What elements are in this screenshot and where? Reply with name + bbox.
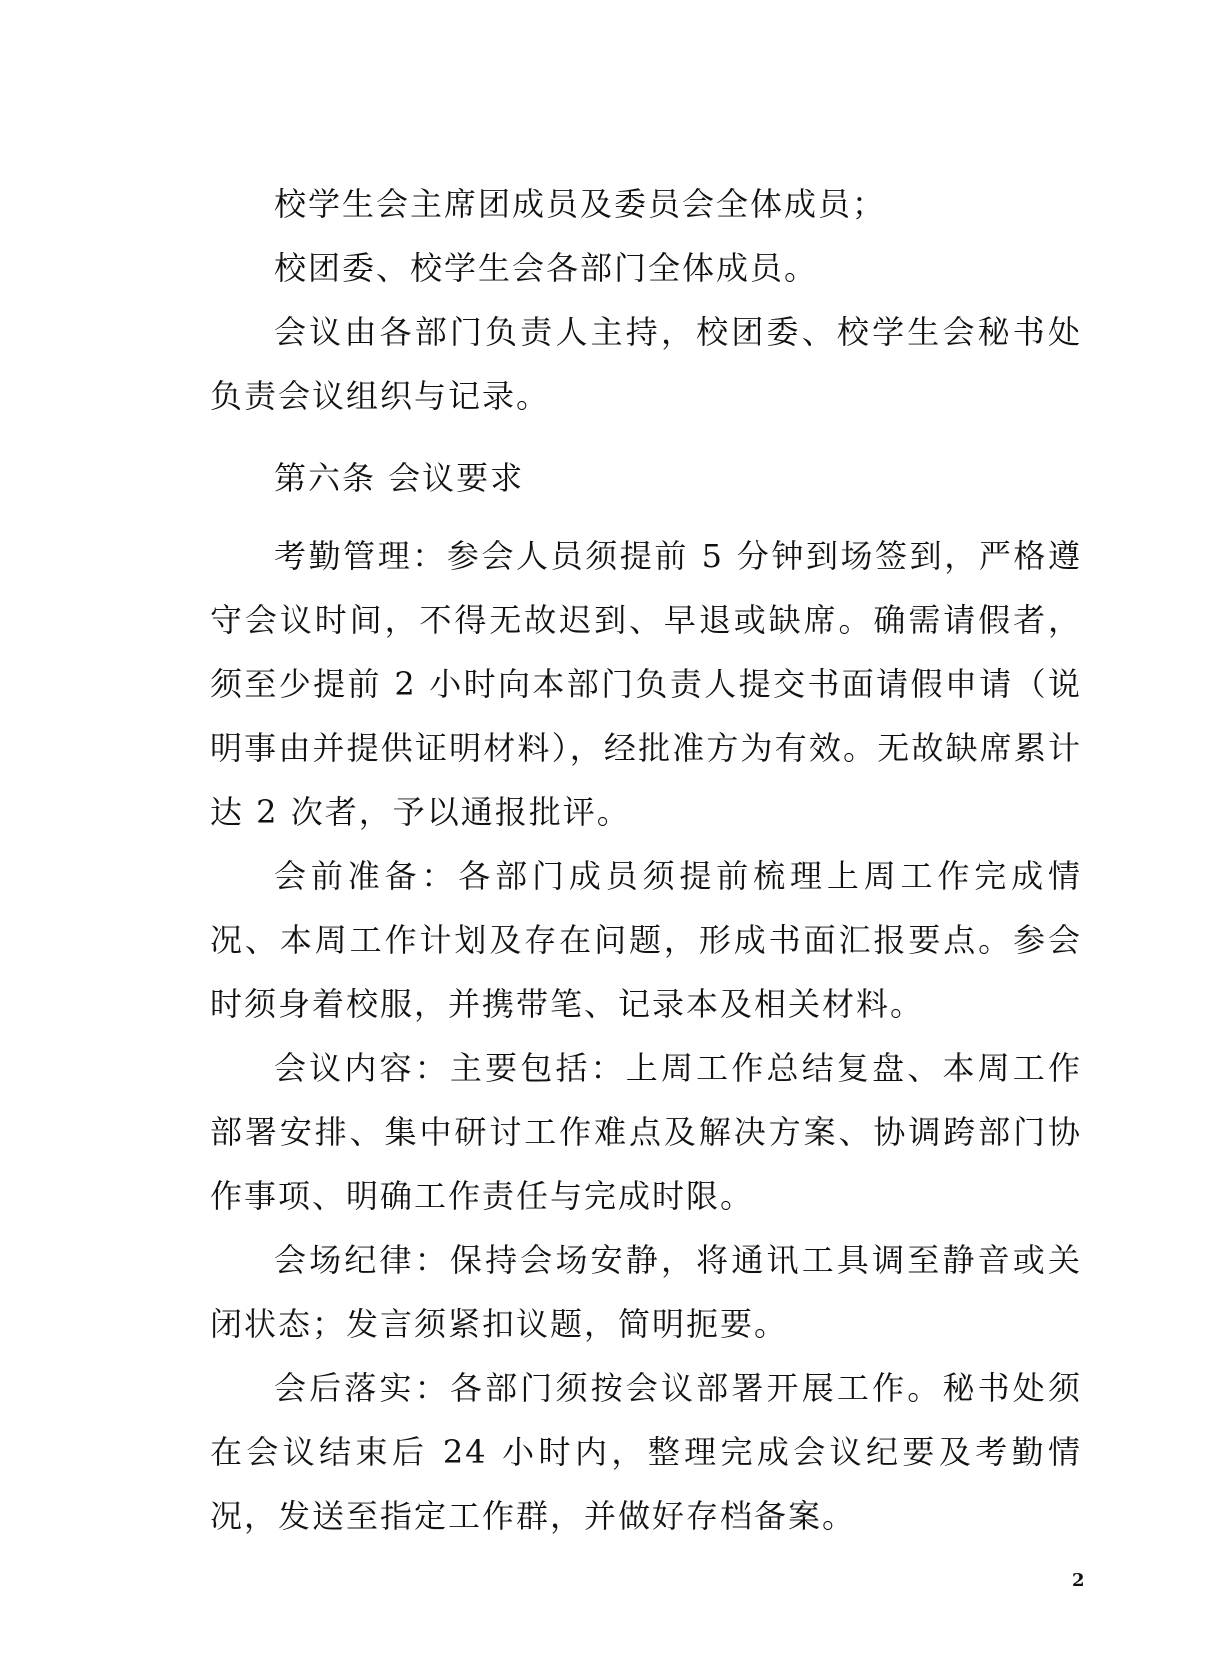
paragraph-meeting-discipline: 会场纪律：保持会场安静，将通讯工具调至静音或关闭状态；发言须紧扣议题，简明扼要。 (210, 1241, 1082, 1343)
paragraph-meeting-content: 会议内容：主要包括：上周工作总结复盘、本周工作部署安排、集中研讨工作难点及解决方案、协调跨部门协作事项、明确工作责任与完成时限。 (210, 1049, 1082, 1215)
paragraph-attendance-management: 考勤管理：参会人员须提前 5 分钟到场签到，严格遵守会议时间，不得无故迟到、早退或缺席。确需请假者，须至少提前 2 小时向本部门负责人提交书面请假申请（说明事由并提供证明材料），经批准方为有效。无故缺席累计达 2 次者，予以通报批评。 (210, 537, 1082, 831)
paragraph-attendees-departments: 校团委、校学生会各部门全体成员。 (274, 249, 819, 287)
section-heading: 第六条 会议要求 (274, 459, 525, 497)
document-body (210, 172, 1082, 1548)
page-number: 2 (1072, 1570, 1085, 1591)
paragraph-post-meeting-followup: 会后落实：各部门须按会议部署开展工作。秘书处须在会议结束后 24 小时内，整理完成会议纪要及考勤情况，发送至指定工作群，并做好存档备案。 (210, 1369, 1082, 1535)
paragraph-meeting-host: 会议由各部门负责人主持，校团委、校学生会秘书处负责会议组织与记录。 (210, 313, 1082, 415)
paragraph-pre-meeting-preparation: 会前准备：各部门成员须提前梳理上周工作完成情况、本周工作计划及存在问题，形成书面汇报要点。参会时须身着校服，并携带笔、记录本及相关材料。 (210, 857, 1082, 1023)
paragraph-attendees-presidium: 校学生会主席团成员及委员会全体成员； (274, 185, 887, 223)
